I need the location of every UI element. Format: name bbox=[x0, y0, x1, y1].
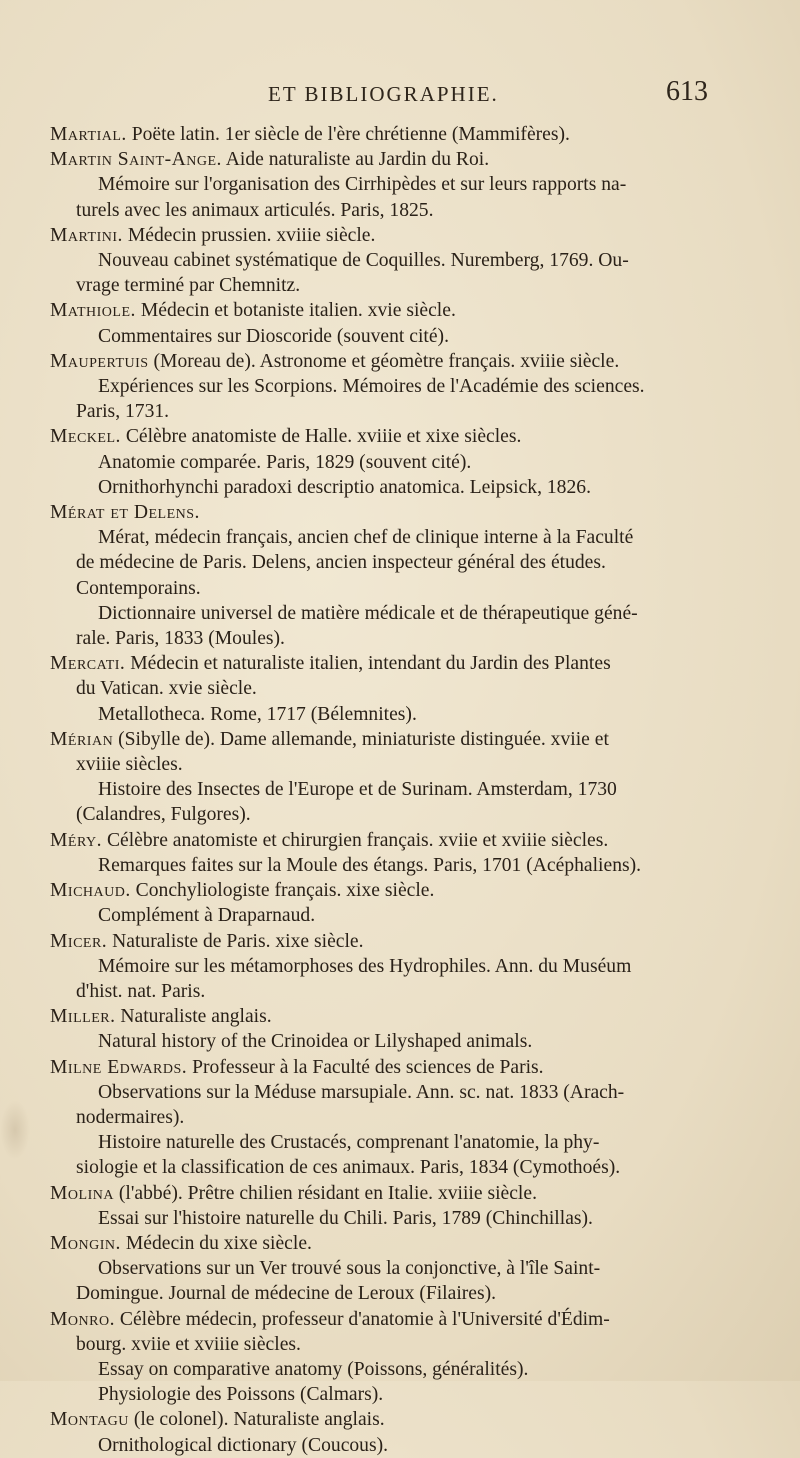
bibliography-entry bbox=[50, 349, 760, 425]
author-bio: Aide naturaliste au Jardin du Roi. bbox=[225, 149, 490, 171]
bibliography-entry bbox=[50, 223, 760, 299]
work-title-continued: rale. Paris, 1833 (Moules). bbox=[76, 628, 285, 650]
entry-heading bbox=[50, 828, 760, 853]
work-title: Essai sur l'histoire naturelle du Chili. Paris, 1789 (Chinchillas). bbox=[98, 1207, 593, 1229]
bibliography-entry bbox=[50, 147, 760, 223]
author-name: Michaud. bbox=[50, 880, 131, 902]
author-bio: Naturaliste anglais. bbox=[120, 1006, 272, 1028]
bibliography-entry bbox=[50, 1055, 760, 1181]
author-bio: Médecin et naturaliste italien, intendant du Jardin des Plantes bbox=[130, 653, 611, 675]
author-bio: (Sibylle de). Dame allemande, miniaturiste distinguée. xviie et bbox=[118, 728, 609, 750]
paper-stain bbox=[0, 1100, 30, 1160]
work-title-continued: de médecine de Paris. Delens, ancien inspecteur général des études. bbox=[76, 552, 606, 574]
entry-heading bbox=[50, 1181, 760, 1206]
entry-heading bbox=[50, 122, 760, 147]
work-title-continued: siologie et la classification de ces animaux. Paris, 1834 (Cymothoés). bbox=[76, 1157, 621, 1179]
page-number: 613 bbox=[666, 76, 708, 107]
entry-heading bbox=[50, 1307, 760, 1332]
bibliography-entry bbox=[50, 1231, 760, 1307]
bibliography-entry bbox=[50, 651, 760, 727]
work-title-continued: nodermaires). bbox=[76, 1106, 185, 1128]
bibliography-entry bbox=[50, 1307, 760, 1408]
author-bio: Célèbre médecin, professeur d'anatomie à l'Université d'Édim- bbox=[119, 1308, 610, 1330]
author-bio: Naturaliste de Paris. xixe siècle. bbox=[112, 930, 364, 952]
author-bio: Conchyliologiste français. xixe siècle. bbox=[135, 880, 435, 902]
work-title: Dictionnaire universel de matière médicale et de thérapeutique géné- bbox=[98, 602, 638, 624]
entry-heading bbox=[50, 424, 760, 449]
bibliography-entry bbox=[50, 500, 760, 651]
bibliography-entries bbox=[50, 122, 760, 1458]
work-title: Observations sur un Ver trouvé sous la conjonctive, à l'île Saint- bbox=[98, 1258, 601, 1280]
work-title: Anatomie comparée. Paris, 1829 (souvent cité). bbox=[98, 451, 472, 473]
entry-heading bbox=[50, 1055, 760, 1080]
author-name: Mérian bbox=[50, 728, 114, 750]
bibliography-entry bbox=[50, 878, 760, 928]
entry-heading bbox=[50, 298, 760, 323]
running-head: ET BIBLIOGRAPHIE. bbox=[268, 82, 499, 106]
author-name: Monro. bbox=[50, 1308, 115, 1330]
author-bio-continued: du Vatican. xvie siècle. bbox=[76, 678, 257, 700]
entry-heading bbox=[50, 878, 760, 903]
entry-heading bbox=[50, 1407, 760, 1432]
work-title: Histoire des Insectes de l'Europe et de Surinam. Amsterdam, 1730 bbox=[98, 779, 617, 801]
bibliography-entry bbox=[50, 122, 760, 147]
work-title: Remarques faites sur la Moule des étangs. Paris, 1701 (Acéphaliens). bbox=[98, 854, 642, 876]
author-bio: Médecin prussien. xviiie siècle. bbox=[127, 224, 376, 246]
work-title: Histoire naturelle des Crustacés, comprenant l'anatomie, la phy- bbox=[98, 1132, 600, 1154]
author-name: Mongin. bbox=[50, 1232, 121, 1254]
author-name: Martini. bbox=[50, 224, 123, 246]
bibliography-entry bbox=[50, 1181, 760, 1231]
author-bio: Professeur à la Faculté des sciences de Paris. bbox=[192, 1056, 544, 1078]
author-name: Micer. bbox=[50, 930, 108, 952]
work-title-continued: (Calandres, Fulgores). bbox=[76, 804, 251, 826]
entry-heading bbox=[50, 651, 760, 676]
work-title: Ornithological dictionary (Coucous). bbox=[98, 1434, 389, 1456]
work-title: Mémoire sur l'organisation des Cirrhipèdes et sur leurs rapports na- bbox=[98, 174, 627, 196]
bibliography-entry bbox=[50, 424, 760, 500]
author-bio: (le colonel). Naturaliste anglais. bbox=[133, 1409, 385, 1431]
author-name: Miller. bbox=[50, 1006, 116, 1028]
author-bio: Célèbre anatomiste de Halle. xviiie et xixe siècles. bbox=[125, 426, 522, 448]
author-name: Mérat et Delens. bbox=[50, 502, 200, 524]
entry-heading bbox=[50, 223, 760, 248]
bibliography-entry bbox=[50, 727, 760, 828]
author-name: Milne Edwards. bbox=[50, 1056, 188, 1078]
author-name: Méry. bbox=[50, 829, 103, 851]
entry-heading bbox=[50, 349, 760, 374]
work-title: Ornithorhynchi paradoxi descriptio anatomica. Leipsick, 1826. bbox=[98, 476, 591, 498]
work-title: Commentaires sur Dioscoride (souvent cité). bbox=[98, 325, 449, 347]
work-title: Observations sur la Méduse marsupiale. Ann. sc. nat. 1833 (Arach- bbox=[98, 1081, 625, 1103]
author-bio: Célèbre anatomiste et chirurgien français. xviie et xviiie siècles. bbox=[106, 829, 609, 851]
work-title-continued: Domingue. Journal de médecine de Leroux (Filaires). bbox=[76, 1283, 497, 1305]
entry-heading bbox=[50, 1231, 760, 1256]
work-title: Physiologie des Poissons (Calmars). bbox=[98, 1384, 384, 1406]
work-title: Expériences sur les Scorpions. Mémoires de l'Académie des sciences. bbox=[98, 376, 645, 398]
entry-heading bbox=[50, 727, 760, 752]
author-bio: Médecin du xixe siècle. bbox=[125, 1232, 312, 1254]
bibliography-entry bbox=[50, 298, 760, 348]
entry-heading bbox=[50, 1004, 760, 1029]
work-title: Essay on comparative anatomy (Poissons, généralités). bbox=[98, 1358, 529, 1380]
entry-heading bbox=[50, 147, 760, 172]
bibliography-entry bbox=[50, 1004, 760, 1054]
work-title-continued: d'hist. nat. Paris. bbox=[76, 980, 206, 1002]
author-name: Montagu bbox=[50, 1409, 129, 1431]
work-title: Complément à Draparnaud. bbox=[98, 905, 316, 927]
work-title: Metallotheca. Rome, 1717 (Bélemnites). bbox=[98, 703, 417, 725]
bibliography-entry bbox=[50, 828, 760, 878]
author-name: Maupertuis bbox=[50, 350, 149, 372]
entry-heading bbox=[50, 500, 760, 525]
bibliography-entry bbox=[50, 929, 760, 1005]
author-bio-continued: xviiie siècles. bbox=[76, 754, 183, 776]
page-header bbox=[0, 76, 800, 116]
author-bio-continued: bourg. xviie et xviiie siècles. bbox=[76, 1333, 301, 1355]
work-title: Mérat, médecin français, ancien chef de clinique interne à la Faculté bbox=[98, 527, 634, 549]
author-name: Martin Saint-Ange. bbox=[50, 149, 222, 171]
author-name: Molina bbox=[50, 1182, 114, 1204]
author-bio: (Moreau de). Astronome et géomètre français. xviiie siècle. bbox=[153, 350, 620, 372]
work-title-continued: vrage terminé par Chemnitz. bbox=[76, 275, 301, 297]
work-title: Natural history of the Crinoidea or Lilyshaped animals. bbox=[98, 1031, 533, 1053]
author-name: Mercati. bbox=[50, 653, 126, 675]
work-title-continued: Contemporains. bbox=[76, 577, 201, 599]
author-name: Mathiole. bbox=[50, 300, 136, 322]
author-name: Meckel. bbox=[50, 426, 121, 448]
author-bio: Médecin et botaniste italien. xvie siècle. bbox=[140, 300, 456, 322]
author-bio: (l'abbé). Prêtre chilien résidant en Italie. xviiie siècle. bbox=[118, 1182, 537, 1204]
work-title-continued: Paris, 1731. bbox=[76, 401, 170, 423]
author-name: Martial. bbox=[50, 124, 127, 145]
work-title: Nouveau cabinet systématique de Coquilles. Nuremberg, 1769. Ou- bbox=[98, 250, 629, 272]
work-title-continued: turels avec les animaux articulés. Paris, 1825. bbox=[76, 199, 434, 221]
entry-heading bbox=[50, 929, 760, 954]
bibliography-entry bbox=[50, 1407, 760, 1457]
work-title: Mémoire sur les métamorphoses des Hydrophiles. Ann. du Muséum bbox=[98, 955, 632, 977]
author-bio: Poëte latin. 1er siècle de l'ère chrétienne (Mammifères). bbox=[131, 124, 570, 145]
